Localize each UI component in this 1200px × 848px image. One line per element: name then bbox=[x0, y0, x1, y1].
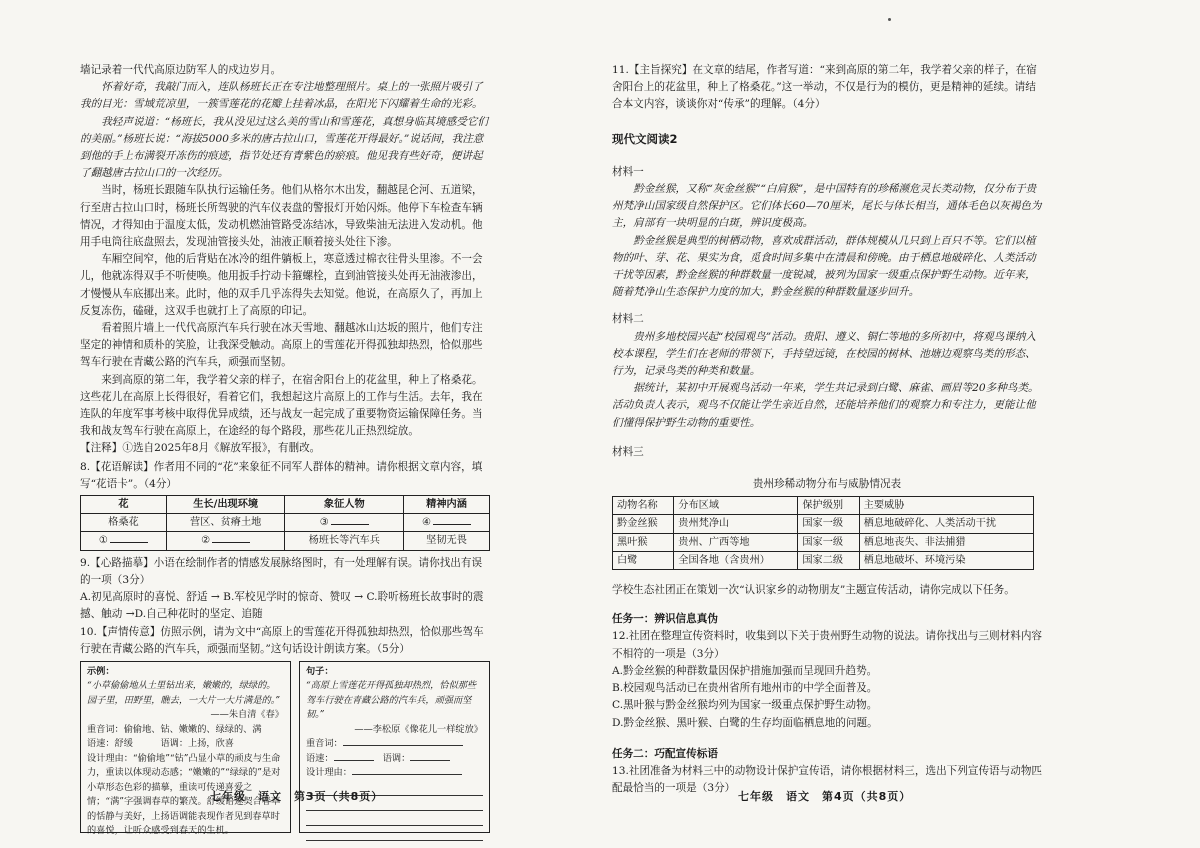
table-cell: 贵州、广西等地 bbox=[674, 533, 798, 551]
flower-card-table bbox=[80, 495, 490, 551]
table-cell: 黑叶猴 bbox=[613, 533, 674, 551]
question-8: 8.【花语解读】作者用不同的“花”来象征不同军人群体的精神。请你根据文章内容，填写“花语卡”。（4分） bbox=[80, 460, 483, 490]
intonation-input[interactable] bbox=[410, 760, 450, 761]
table-header: 保护级别 bbox=[798, 497, 859, 515]
table-title: 贵州珍稀动物分布与威胁情况表 bbox=[752, 478, 902, 491]
table-row bbox=[613, 497, 1034, 515]
option-d[interactable]: D.黔金丝猴、黑叶猴、白鹭的生存均面临栖息地的问题。 bbox=[612, 716, 878, 729]
question-12-options bbox=[612, 663, 1042, 732]
table-header: 生长/出现环境 bbox=[166, 496, 285, 514]
material-paragraph: 据统计，某初中开展观鸟活动一年来，学生共记录到白鹭、麻雀、画眉等20多种鸟类。活动负责人表示，观鸟不仅能让学生亲近自然，还能培养他们的观察力和专注力，更能让他们懂得保护野生动物的重要性。 bbox=[612, 382, 1039, 429]
passage-paragraph: 墙记录着一代代高原边防军人的戍边岁月。 bbox=[80, 64, 282, 76]
option-a[interactable]: A.黔金丝猴的种群数量因保护措施加强而呈现回升趋势。 bbox=[612, 664, 878, 677]
question-9: 9.【心路描摹】小语在绘制作者的情感发展脉络图时，有一处理解有误。请你找出有误的一项（3分） bbox=[80, 556, 483, 586]
sentence-tone: 语速： bbox=[305, 752, 334, 764]
sentence-source: ——李松原《像花儿一样绽放》 bbox=[354, 723, 483, 735]
question-9-options: A.初见高原时的喜悦、舒适 → B.军校见学时的惊奇、赞叹 → C.聆听杨班长故事时的震撼、触动 →D.自己种花时的坚定、追随 bbox=[80, 591, 484, 621]
table-header: 分布区域 bbox=[674, 497, 798, 515]
question-11: 11.【主旨探究】在文章的结尾，作者写道：“来到高原的第二年，我学着父亲的样子，在宿舍阳台上的花盆里，种上了格桑花。”这一举动，不仅是行为的模仿，更是精神的延续。请结合本文内容，谈谈你对“传承”的理解。（4分） bbox=[612, 64, 1037, 111]
table-header: 象征人物 bbox=[285, 496, 404, 514]
task-2-title: 任务二：巧配宣传标语 bbox=[612, 747, 718, 760]
answer-blank[interactable]: ① bbox=[81, 532, 167, 550]
sentence-stress: 重音词： bbox=[305, 738, 343, 750]
page-3-footer: 七年级 语文 第3页（共8页） bbox=[210, 790, 384, 803]
sentence-title: 句子： bbox=[305, 665, 334, 677]
table-header: 主要威胁 bbox=[859, 497, 1033, 515]
passage-paragraph: 我轻声说道：“杨班长，我从没见过这么美的雪山和雪莲花，真想身临其境感受它们的美丽。”杨班长说：“海拔5000多米的唐古拉山口，雪莲花开得最好。”说话间，我注意到他的手上布满裂开冻伤的痕迹，指节处还有青紫色的瘀痕。他见我有些好奇，便讲起了翻越唐古拉山口的一次经历。 bbox=[80, 115, 488, 180]
answer-line[interactable] bbox=[306, 827, 483, 841]
table-cell: 营区、贫瘠土地 bbox=[166, 514, 285, 532]
material-paragraph: 黔金丝猴是典型的树栖动物，喜欢成群活动，群体规模从几只到上百只不等。它们以植物的叶、芽、花、果实为食，觅食时间多集中在清晨和傍晚。由于栖息地破碎化、人类活动干扰等因素，黔金丝猴的种群数量一度锐减，被列为国家一级重点保护野生动物。近年来，随着梵净山生态保护力度的加大，黔金丝猴的种群数量逐步回升。 bbox=[612, 234, 1036, 299]
reading-plan-boxes bbox=[80, 661, 490, 837]
table-cell: 栖息地丧失、非法捕猎 bbox=[859, 533, 1033, 551]
tone-input[interactable] bbox=[334, 760, 374, 761]
material-1-title: 材料一 bbox=[612, 165, 644, 178]
table-cell: 国家一级 bbox=[798, 515, 859, 533]
question-13: 13.社团准备为材料三中的动物设计保护宣传语，请你根据材料三，选出下列宣传语与动物匹配最恰当的一项是（3分） bbox=[612, 764, 1043, 795]
page-4-footer: 七年级 语文 第4页（共8页） bbox=[738, 790, 912, 803]
answer-blank[interactable]: ② bbox=[166, 532, 285, 550]
page-3 bbox=[80, 62, 490, 837]
answer-blank[interactable]: ④ bbox=[404, 514, 490, 532]
section-title: 现代文阅读2 bbox=[612, 131, 678, 146]
table-header: 精神内涵 bbox=[404, 496, 490, 514]
example-box bbox=[80, 661, 291, 837]
table-cell: 格桑花 bbox=[81, 514, 167, 532]
material-paragraph: 贵州多地校园兴起“校园观鸟”活动。贵阳、遵义、铜仁等地的多所初中，将观鸟课纳入校本课程，学生们在老师的带领下，手持望远镜，在校园的树林、池塘边观察鸟类的形态、行为，记录鸟类的种类和数量。 bbox=[612, 330, 1036, 378]
table-cell: 黔金丝猴 bbox=[613, 515, 674, 533]
material-2-title: 材料二 bbox=[612, 313, 644, 326]
passage-note: 【注释】①选自2025年8月《解放军报》，有删改。 bbox=[80, 442, 321, 455]
table-cell: 栖息地破碎化、人类活动干扰 bbox=[859, 515, 1033, 533]
example-tone: 语速：舒缓 bbox=[87, 738, 133, 750]
table-cell: 杨班长等汽车兵 bbox=[285, 532, 404, 550]
passage-paragraph: 看着照片墙上一代代高原汽车兵行驶在冰天雪地、翻越冰山达坂的照片，他们专注坚定的神情和质朴的笑脸，让我深受触动。高原上的雪莲花开得孤独却热烈，恰似那些驾车行驶在青藏公路的汽车兵，顽强而坚韧。 bbox=[80, 322, 483, 369]
table-cell: 坚韧无畏 bbox=[404, 532, 490, 550]
option-b[interactable]: B.校园观鸟活动已在贵州省所有地州市的中学全面普及。 bbox=[612, 682, 878, 695]
table-row bbox=[613, 515, 1034, 533]
table-cell: 国家二级 bbox=[798, 551, 859, 569]
material-3-title: 材料三 bbox=[612, 445, 644, 458]
activity-intro: 学校生态社团正在策划一次“认识家乡的动物朋友”主题宣传活动，请你完成以下任务。 bbox=[612, 584, 1015, 597]
task-1-title: 任务一：辨识信息真伪 bbox=[612, 613, 718, 626]
table-header: 动物名称 bbox=[613, 497, 674, 515]
sentence-quote: “高原上雪莲花开得孤独却热烈，恰似那些驾车行驶在青藏公路的汽车兵，顽强而坚韧。” bbox=[305, 680, 477, 721]
passage-paragraph: 怀着好奇，我敲门而入，连队杨班长正在专注地整理照片。桌上的一张照片吸引了我的目光：雪域荒凉里，一簇雪莲花的花瓣上挂着冰晶，在阳光下闪耀着生命的光彩。 bbox=[80, 81, 483, 111]
example-source: ——朱自清《春》 bbox=[210, 709, 284, 721]
table-row bbox=[81, 532, 490, 550]
answer-line[interactable] bbox=[306, 812, 483, 826]
stress-input[interactable] bbox=[343, 745, 463, 746]
table-row bbox=[613, 533, 1034, 551]
sentence-reason: 设计理由： bbox=[305, 767, 352, 779]
passage-paragraph: 车厢空间窄，他的后背贴在冰冷的组件躺板上，寒意透过棉衣往骨头里渗。不一会儿，他就冻得双手不听使唤。他用扳手拧动卡箍螺栓，直到油管接头处再无油液渗出，才慢慢从车底挪出来。此时，他的双手几乎冻得失去知觉。他说，在高原久了，再加上反复冻伤，磕碰，这双手也就打上了高原的印记。 bbox=[80, 253, 483, 317]
question-10: 10.【声情传意】仿照示例，请为文中“高原上的雪莲花开得孤独却热烈，恰似那些驾车行驶在青藏公路的汽车兵，顽强而坚韧。”这句话设计朗读方案。（5分） bbox=[80, 625, 484, 655]
reason-input[interactable] bbox=[352, 774, 462, 775]
table-cell: 贵州梵净山 bbox=[674, 515, 798, 533]
table-row bbox=[613, 551, 1034, 569]
option-c[interactable]: C.黑叶猴与黔金丝猴均列为国家一级重点保护野生动物。 bbox=[612, 699, 878, 712]
sentence-intonation: 语调： bbox=[382, 752, 411, 764]
table-cell: 全国各地（含贵州） bbox=[674, 551, 798, 569]
example-reason: 设计理由：“偷偷地”“钻”凸显小草的顽皮与生命力，重读以体现动态感；“嫩嫩的”“绿绿的”是对小草形态色彩的描摹，重读可传递喜爱之情；“满”字强调春草的繁茂。舒缓语速契合春草的恬静与美好，上扬语调能表现作者见到春草时的喜悦，让听众感受到春天的生机。 bbox=[87, 752, 281, 837]
scan-speck bbox=[888, 18, 891, 21]
table-cell: 栖息地破坏、环境污染 bbox=[859, 551, 1033, 569]
table-cell: 白鹭 bbox=[613, 551, 674, 569]
example-title: 示例： bbox=[87, 665, 115, 677]
sentence-box bbox=[299, 661, 490, 833]
example-quote: “小草偷偷地从土里钻出来，嫩嫩的，绿绿的。园子里，田野里，瞧去，一大片一大片满是的。” bbox=[87, 680, 281, 706]
passage-paragraph: 当时，杨班长跟随车队执行运输任务。他们从格尔木出发，翻越昆仑河、五道梁，行至唐古拉山口时，杨班长所驾驶的汽车仪表盘的警报灯开始闪烁。他停下车检查车辆情况，才得知由于温度太低，发动机燃油管路受冻结冰，导致柴油无法进入发动机。他用手电筒往底盘照去，发现油管接头处，油液正顺着接头处往下渗。 bbox=[80, 184, 483, 249]
animal-table bbox=[612, 496, 1034, 570]
example-stress: 重音词：偷偷地、钻、嫩嫩的、绿绿的、满 bbox=[87, 723, 262, 735]
example-intonation: 语调：上扬，欣喜 bbox=[160, 738, 234, 750]
table-cell: 国家一级 bbox=[798, 533, 859, 551]
table-header: 花 bbox=[81, 496, 167, 514]
passage-paragraph: 来到高原的第二年，我学着父亲的样子，在宿舍阳台上的花盆里，种上了格桑花。这些花儿在高原上长得很好，看着它们，我想起这片高原上的工作与生活。去年，我在连队的年度军事考核中取得优异成绩，还与战友一起完成了重要物资运输保障任务。当我和战友驾车行驶在高原上，在途经的每个路段，那些花儿正热烈绽放。 bbox=[80, 373, 483, 438]
answer-blank[interactable]: ③ bbox=[285, 514, 404, 532]
table-row bbox=[81, 514, 490, 532]
question-12: 12.社团在整理宣传资料时，收集到以下关于贵州野生动物的说法。请你找出与三则材料内容不相符的一项是（3分） bbox=[612, 630, 1043, 660]
page-4 bbox=[612, 62, 1042, 797]
material-paragraph: 黔金丝猴，又称“灰金丝猴”“白肩猴”，是中国特有的珍稀濒危灵长类动物，仅分布于贵州梵净山国家级自然保护区。它们体长60—70厘米，尾长与体长相当，通体毛色以灰褐色为主，肩部有一块明显的白斑，辨识度极高。 bbox=[612, 183, 1042, 230]
